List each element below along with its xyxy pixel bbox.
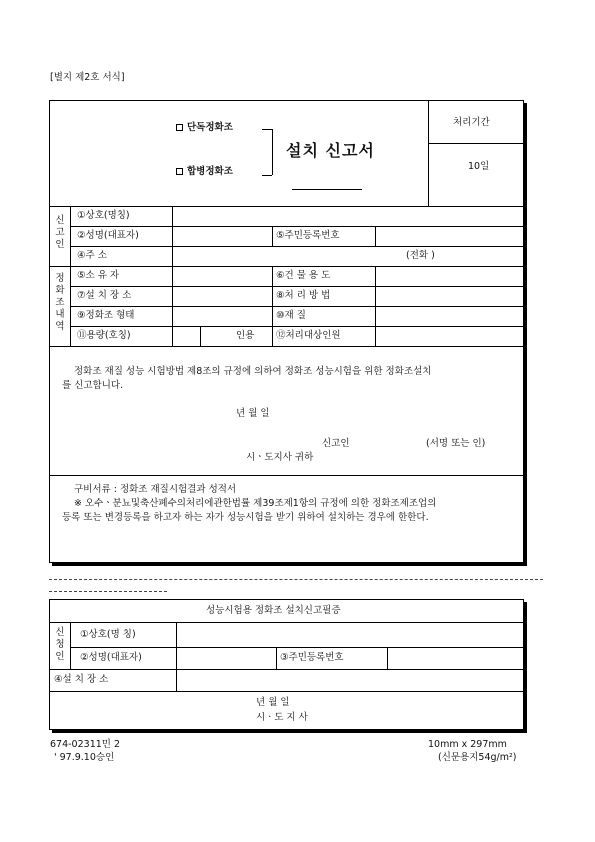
- capacity-unit: 인용: [236, 330, 255, 341]
- form-number: 674-02311민 2: [50, 739, 121, 750]
- cut-line: [49, 579, 543, 580]
- tank-type-label: ⑨정화조 형태: [77, 310, 135, 321]
- company-name-label: ①상호(명칭): [77, 210, 130, 221]
- receipt-date: 년 월 일: [256, 697, 290, 708]
- note-line-1: ※ 오수ㆍ분뇨및축산폐수의처리에관한법률 제39조제1항의 규정에 의한 정화조제조업의: [74, 498, 437, 509]
- paper-size: 10mm x 297mm: [428, 739, 507, 750]
- report-date: 년 월 일: [236, 408, 270, 419]
- receipt-registration-label: ③주민등록번호: [280, 652, 344, 663]
- paper-type: (신문용지54g/m²): [438, 752, 517, 763]
- note-line-2: 등록 또는 변경등록을 하고자 하는 자가 성능시험을 받기 위하여 설치하는 경우에 한한다.: [62, 512, 429, 523]
- receipt-title: 성능시험용 정화조 설치신고필증: [206, 605, 341, 616]
- processing-period-value: 10일: [468, 161, 490, 172]
- receipt-applicant-label: 신 청 인: [55, 627, 65, 662]
- combined-tank-checkbox[interactable]: [176, 168, 183, 175]
- building-usage-label: ⑥건 물 용 도: [276, 270, 331, 281]
- cut-line-tail: [49, 591, 167, 592]
- form-title: 설치 신고서: [286, 141, 375, 160]
- address-label: ④주 소: [77, 250, 107, 261]
- capacity-label: ⑪용량(호칭): [77, 330, 131, 341]
- applicant-section-label: 신 고 인: [55, 215, 65, 250]
- combined-tank-label: 합병정화조: [187, 166, 233, 177]
- receipt-place-label: ④설 치 장 소: [54, 674, 109, 685]
- treatment-method-label: ⑧처 리 방 법: [276, 290, 331, 301]
- reporter-label: 신고인: [322, 438, 350, 449]
- single-tank-label: 단독정화조: [187, 122, 233, 133]
- phone-label: (전화 ): [406, 250, 435, 261]
- receipt-company-label: ①상호(명 칭): [80, 629, 136, 640]
- tank-section-label: 정 화 조 내 역: [55, 273, 65, 332]
- statement-line-2: 를 신고합니다.: [62, 380, 124, 391]
- statement-line-1: 정화조 재질 성능 시험방법 제8조의 규정에 의하여 정화조 성능시험을 위한 정화조설치: [74, 366, 432, 377]
- registration-number-label: ⑤주민등록번호: [276, 230, 340, 241]
- approval-date: ' 97.9.10승인: [54, 752, 115, 763]
- form-code: [별지 제2호 서식]: [50, 72, 125, 83]
- material-label: ⑩재 질: [276, 310, 306, 321]
- single-tank-checkbox[interactable]: [176, 124, 183, 131]
- install-place-label: ⑦설 치 장 소: [77, 290, 132, 301]
- owner-label: ⑤소 유 자: [77, 270, 120, 281]
- report-form: [49, 100, 524, 563]
- receipt-issuer: 시 · 도 지 사: [256, 712, 308, 723]
- target-people-label: ⑫처리대상인원: [276, 330, 341, 341]
- processing-period-label: 처리기간: [453, 117, 490, 128]
- recipient-label: 시ㆍ도지사 귀하: [246, 452, 314, 463]
- receipt-representative-label: ②성명(대표자): [80, 652, 142, 663]
- receipt-form: [49, 599, 524, 730]
- signature-label: (서명 또는 인): [426, 438, 486, 449]
- representative-label: ②성명(대표자): [77, 230, 139, 241]
- required-documents: 구비서류 : 정화조 재질시험결과 성적서: [74, 484, 237, 495]
